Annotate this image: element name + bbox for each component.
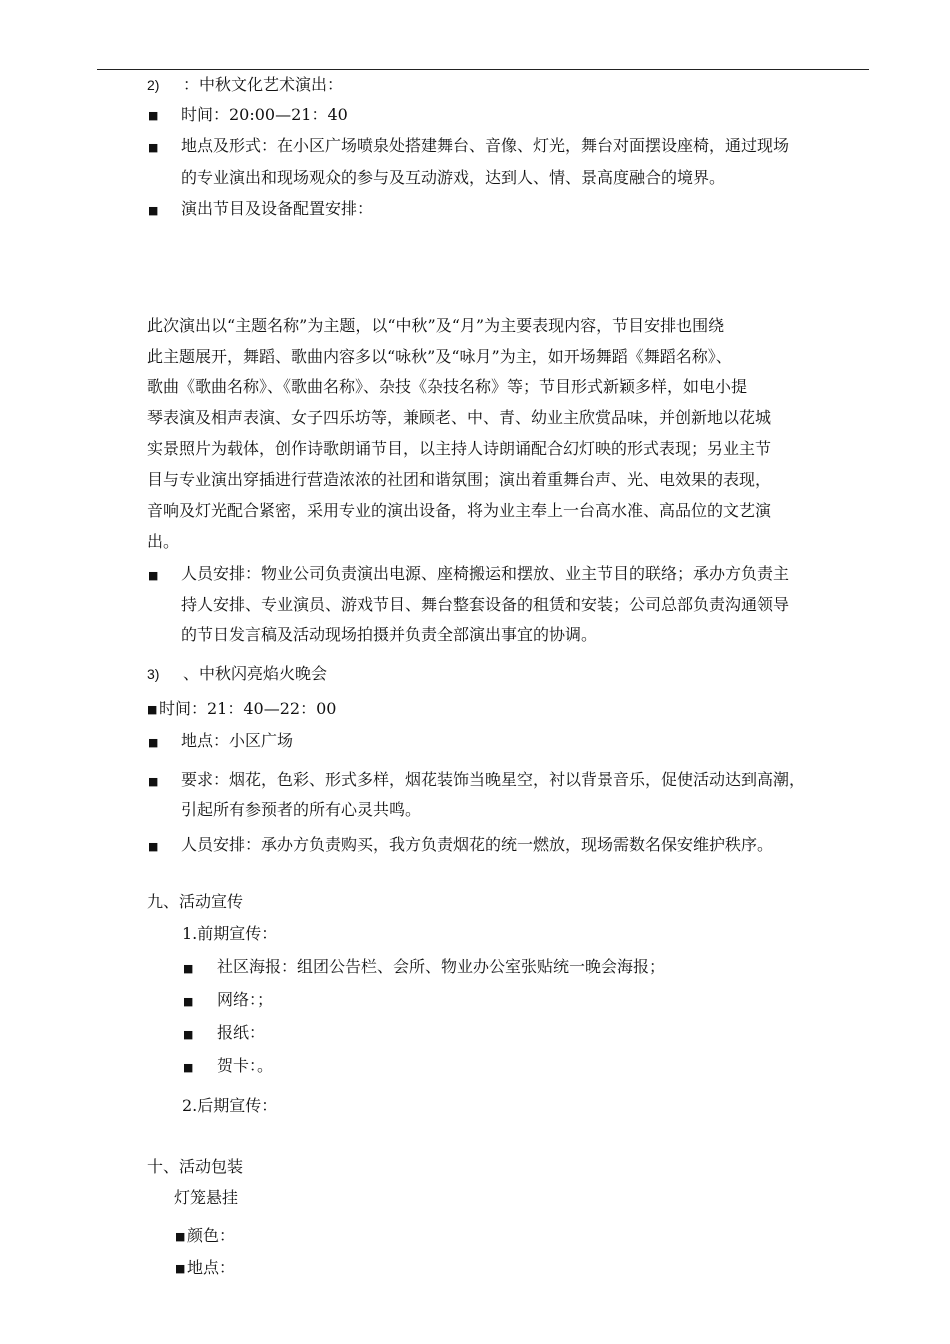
section2-title: ：中秋文化艺术演出： — [183, 75, 344, 94]
paragraph-line: 出。 — [147, 532, 180, 551]
section9-pre-item: 贺卡：。 — [217, 1056, 274, 1075]
bullet-icon: ■ — [148, 736, 159, 749]
bullet-icon: ■ — [183, 1061, 194, 1074]
section2-staff-line1: 人员安排：物业公司负责演出电源、座椅搬运和摆放、业主节目的联络；承办方负责主 — [181, 564, 790, 583]
section9-pre-item: 网络：； — [217, 990, 274, 1009]
bullet-icon: ■ — [148, 840, 159, 853]
bullet-icon: ■ — [183, 1028, 194, 1041]
section10-subheading: 灯笼悬挂 — [174, 1188, 239, 1207]
section10-color-label: 颜色： — [187, 1226, 236, 1245]
bullet-icon: ■ — [148, 204, 159, 217]
bullet-icon: ■ — [148, 775, 159, 788]
section3-title: 、中秋闪亮焰火晚会 — [183, 664, 328, 683]
section9-post-label: 2.后期宣传： — [182, 1096, 278, 1115]
bullet-icon: ■ — [175, 1230, 186, 1243]
section3-location: 地点：小区广场 — [181, 731, 294, 750]
section2-location-line1: 地点及形式：在小区广场喷泉处搭建舞台、音像、灯光，舞台对面摆设座椅，通过现场 — [181, 136, 790, 155]
paragraph-line: 此次演出以“主题名称”为主题，以“中秋”及“月”为主要表现内容，节目安排也围绕 — [147, 316, 725, 335]
header-rule — [97, 69, 869, 70]
section9-pre-item: 报纸： — [217, 1023, 266, 1042]
bullet-icon: ■ — [148, 141, 159, 154]
section2-staff-line2: 持人安排、专业演员、游戏节目、舞台整套设备的租赁和安装；公司总部负责沟通领导 — [181, 595, 790, 614]
section3-time: 时间：21：40—22：00 — [159, 699, 337, 718]
section9-pre-item: 社区海报：组团公告栏、会所、物业办公室张贴统一晚会海报； — [217, 957, 666, 976]
paragraph-line: 实景照片为载体，创作诗歌朗诵节目，以主持人诗朗诵配合幻灯映的形式表现；另业主节 — [147, 439, 772, 458]
paragraph-line: 歌曲《歌曲名称》、《歌曲名称》、杂技《杂技名称》等；节目形式新颖多样，如电小提 — [147, 377, 748, 396]
section10-heading: 十、活动包装 — [147, 1157, 244, 1176]
section2-program-heading: 演出节目及设备配置安排： — [181, 199, 374, 218]
paragraph-line: 琴表演及相声表演、女子四乐坊等，兼顾老、中、青、幼业主欣赏品味，并创新地以花城 — [147, 408, 772, 427]
section10-place-label: 地点： — [187, 1258, 236, 1277]
section3-requirements-line2: 引起所有参预者的所有心灵共鸣。 — [181, 800, 422, 819]
section3-requirements-line1: 要求：烟花，色彩、形式多样，烟花装饰当晚星空，衬以背景音乐，促使活动达到高潮， — [181, 770, 806, 789]
bullet-icon: ■ — [148, 569, 159, 582]
paragraph-line: 音响及灯光配合紧密，采用专业的演出设备，将为业主奉上一台高水准、高品位的文艺演 — [147, 501, 772, 520]
section9-pre-label: 1.前期宣传： — [182, 924, 278, 943]
section9-heading: 九、活动宣传 — [147, 892, 244, 911]
bullet-icon: ■ — [183, 962, 194, 975]
bullet-icon: ■ — [147, 703, 158, 716]
paragraph-line: 目与专业演出穿插进行营造浓浓的社团和谐氛围；演出着重舞台声、光、电效果的表现， — [147, 470, 772, 489]
section2-staff-line3: 的节日发言稿及活动现场拍摄并负责全部演出事宜的协调。 — [181, 625, 598, 644]
section3-number: 3) — [147, 666, 160, 682]
paragraph-line: 此主题展开，舞蹈、歌曲内容多以“咏秋”及“咏月”为主，如开场舞蹈《舞蹈名称》、 — [147, 347, 732, 366]
bullet-icon: ■ — [175, 1262, 186, 1275]
bullet-icon: ■ — [148, 109, 159, 122]
section2-location-line2: 的专业演出和现场观众的参与及互动游戏，达到人、情、景高度融合的境界。 — [181, 168, 726, 187]
section3-staff: 人员安排：承办方负责购买，我方负责烟花的统一燃放，现场需数名保安维护秩序。 — [181, 835, 774, 854]
section2-time: 时间：20:00—21：40 — [181, 105, 348, 124]
section2-number: 2) — [147, 77, 160, 93]
bullet-icon: ■ — [183, 995, 194, 1008]
